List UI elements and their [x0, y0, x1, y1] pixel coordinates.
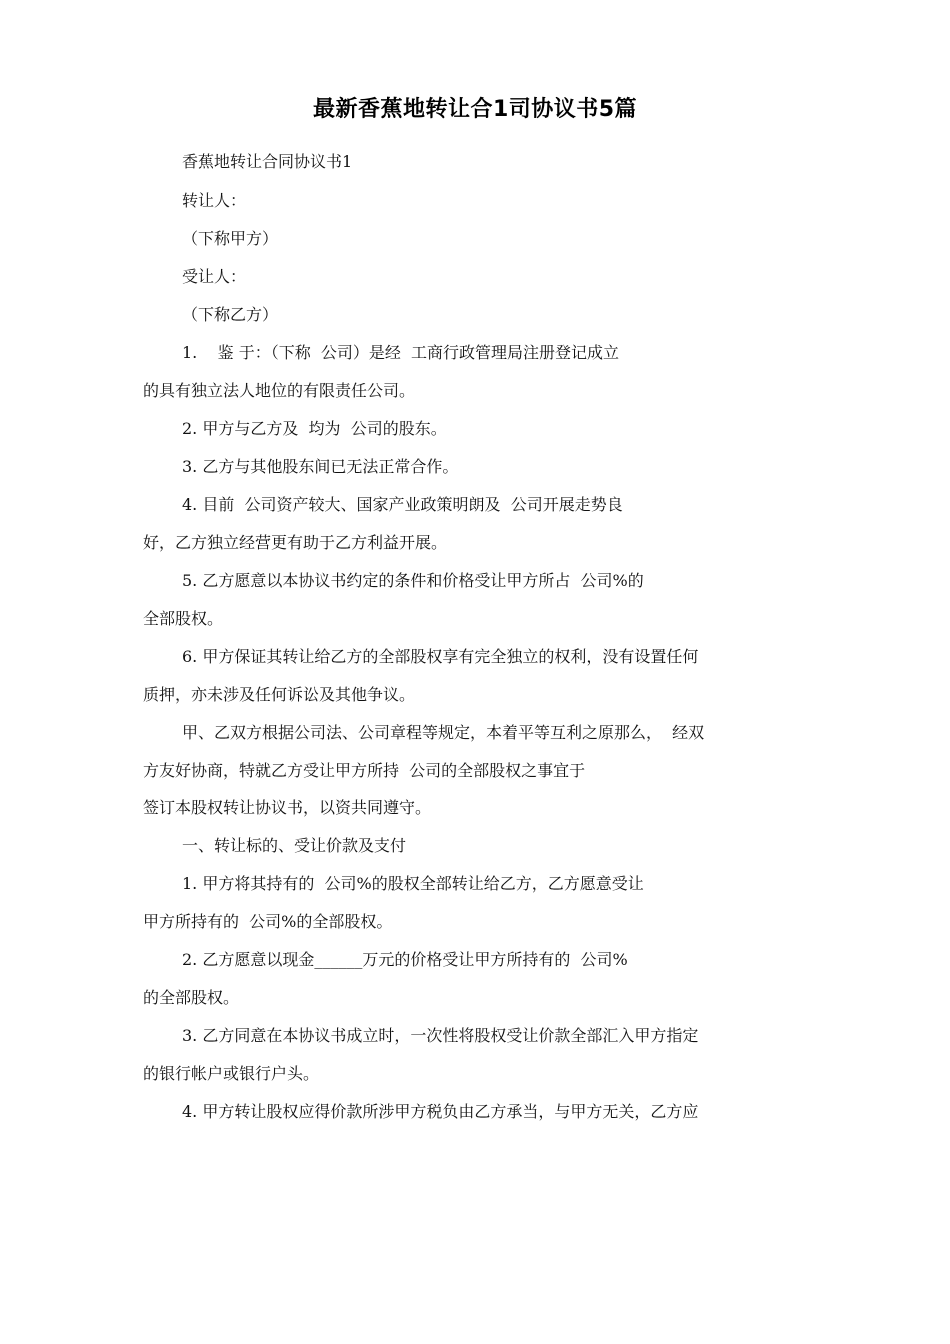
paragraph-line: 方友好协商，特就乙方受让甲方所持 公司的全部股权之事宜于 [143, 761, 586, 780]
paragraph-line: 质押，亦未涉及任何诉讼及其他争议。 [143, 685, 416, 704]
paragraph-line: 受让人： [182, 267, 247, 286]
paragraph-line: 4. 甲方转让股权应得价款所涉甲方税负由乙方承当，与甲方无关，乙方应 [182, 1102, 699, 1121]
paragraph-line: 2. 乙方愿意以现金______万元的价格受让甲方所持有的 公司% [182, 950, 628, 969]
paragraph-line: 3. 乙方同意在本协议书成立时，一次性将股权受让价款全部汇入甲方指定 [182, 1026, 699, 1045]
paragraph-line: （下称乙方） [182, 305, 279, 324]
paragraph-line: 的具有独立法人地位的有限责任公司。 [143, 381, 416, 400]
paragraph-line: 1. 鉴 于：（下称 公司）是经 工商行政管理局注册登记成立 [182, 343, 620, 362]
paragraph-line: 签订本股权转让协议书，以资共同遵守。 [143, 798, 432, 817]
paragraph-line: 甲、乙双方根据公司法、公司章程等规定，本着平等互利之原那么， 经双 [182, 723, 705, 742]
document-title: 最新香蕉地转让合1司协议书5篇 [312, 97, 638, 122]
paragraph-line: 转让人： [182, 191, 247, 210]
paragraph-line: 4. 目前 公司资产较大、国家产业政策明朗及 公司开展走势良 [182, 495, 623, 514]
section-heading: 一、转让标的、受让价款及支付 [182, 836, 407, 855]
paragraph-line: 的全部股权。 [143, 988, 240, 1007]
paragraph-line: 甲方所持有的 公司%的全部股权。 [143, 912, 393, 931]
paragraph-line: 的银行帐户或银行户头。 [143, 1064, 320, 1083]
paragraph-line: 1. 甲方将其持有的 公司%的股权全部转让给乙方，乙方愿意受让 [182, 874, 644, 893]
paragraph-line: 5. 乙方愿意以本协议书约定的条件和价格受让甲方所占 公司%的 [182, 571, 644, 590]
paragraph-line: 3. 乙方与其他股东间已无法正常合作。 [182, 457, 459, 476]
paragraph-line: 2. 甲方与乙方及 均为 公司的股东。 [182, 419, 447, 438]
paragraph-line: 全部股权。 [143, 609, 224, 628]
paragraph-line: 香蕉地转让合同协议书1 [182, 152, 353, 171]
paragraph-line: 6. 甲方保证其转让给乙方的全部股权享有完全独立的权利，没有设置任何 [182, 647, 699, 666]
paragraph-line: 好，乙方独立经营更有助于乙方利益开展。 [143, 533, 448, 552]
paragraph-line: （下称甲方） [182, 229, 279, 248]
